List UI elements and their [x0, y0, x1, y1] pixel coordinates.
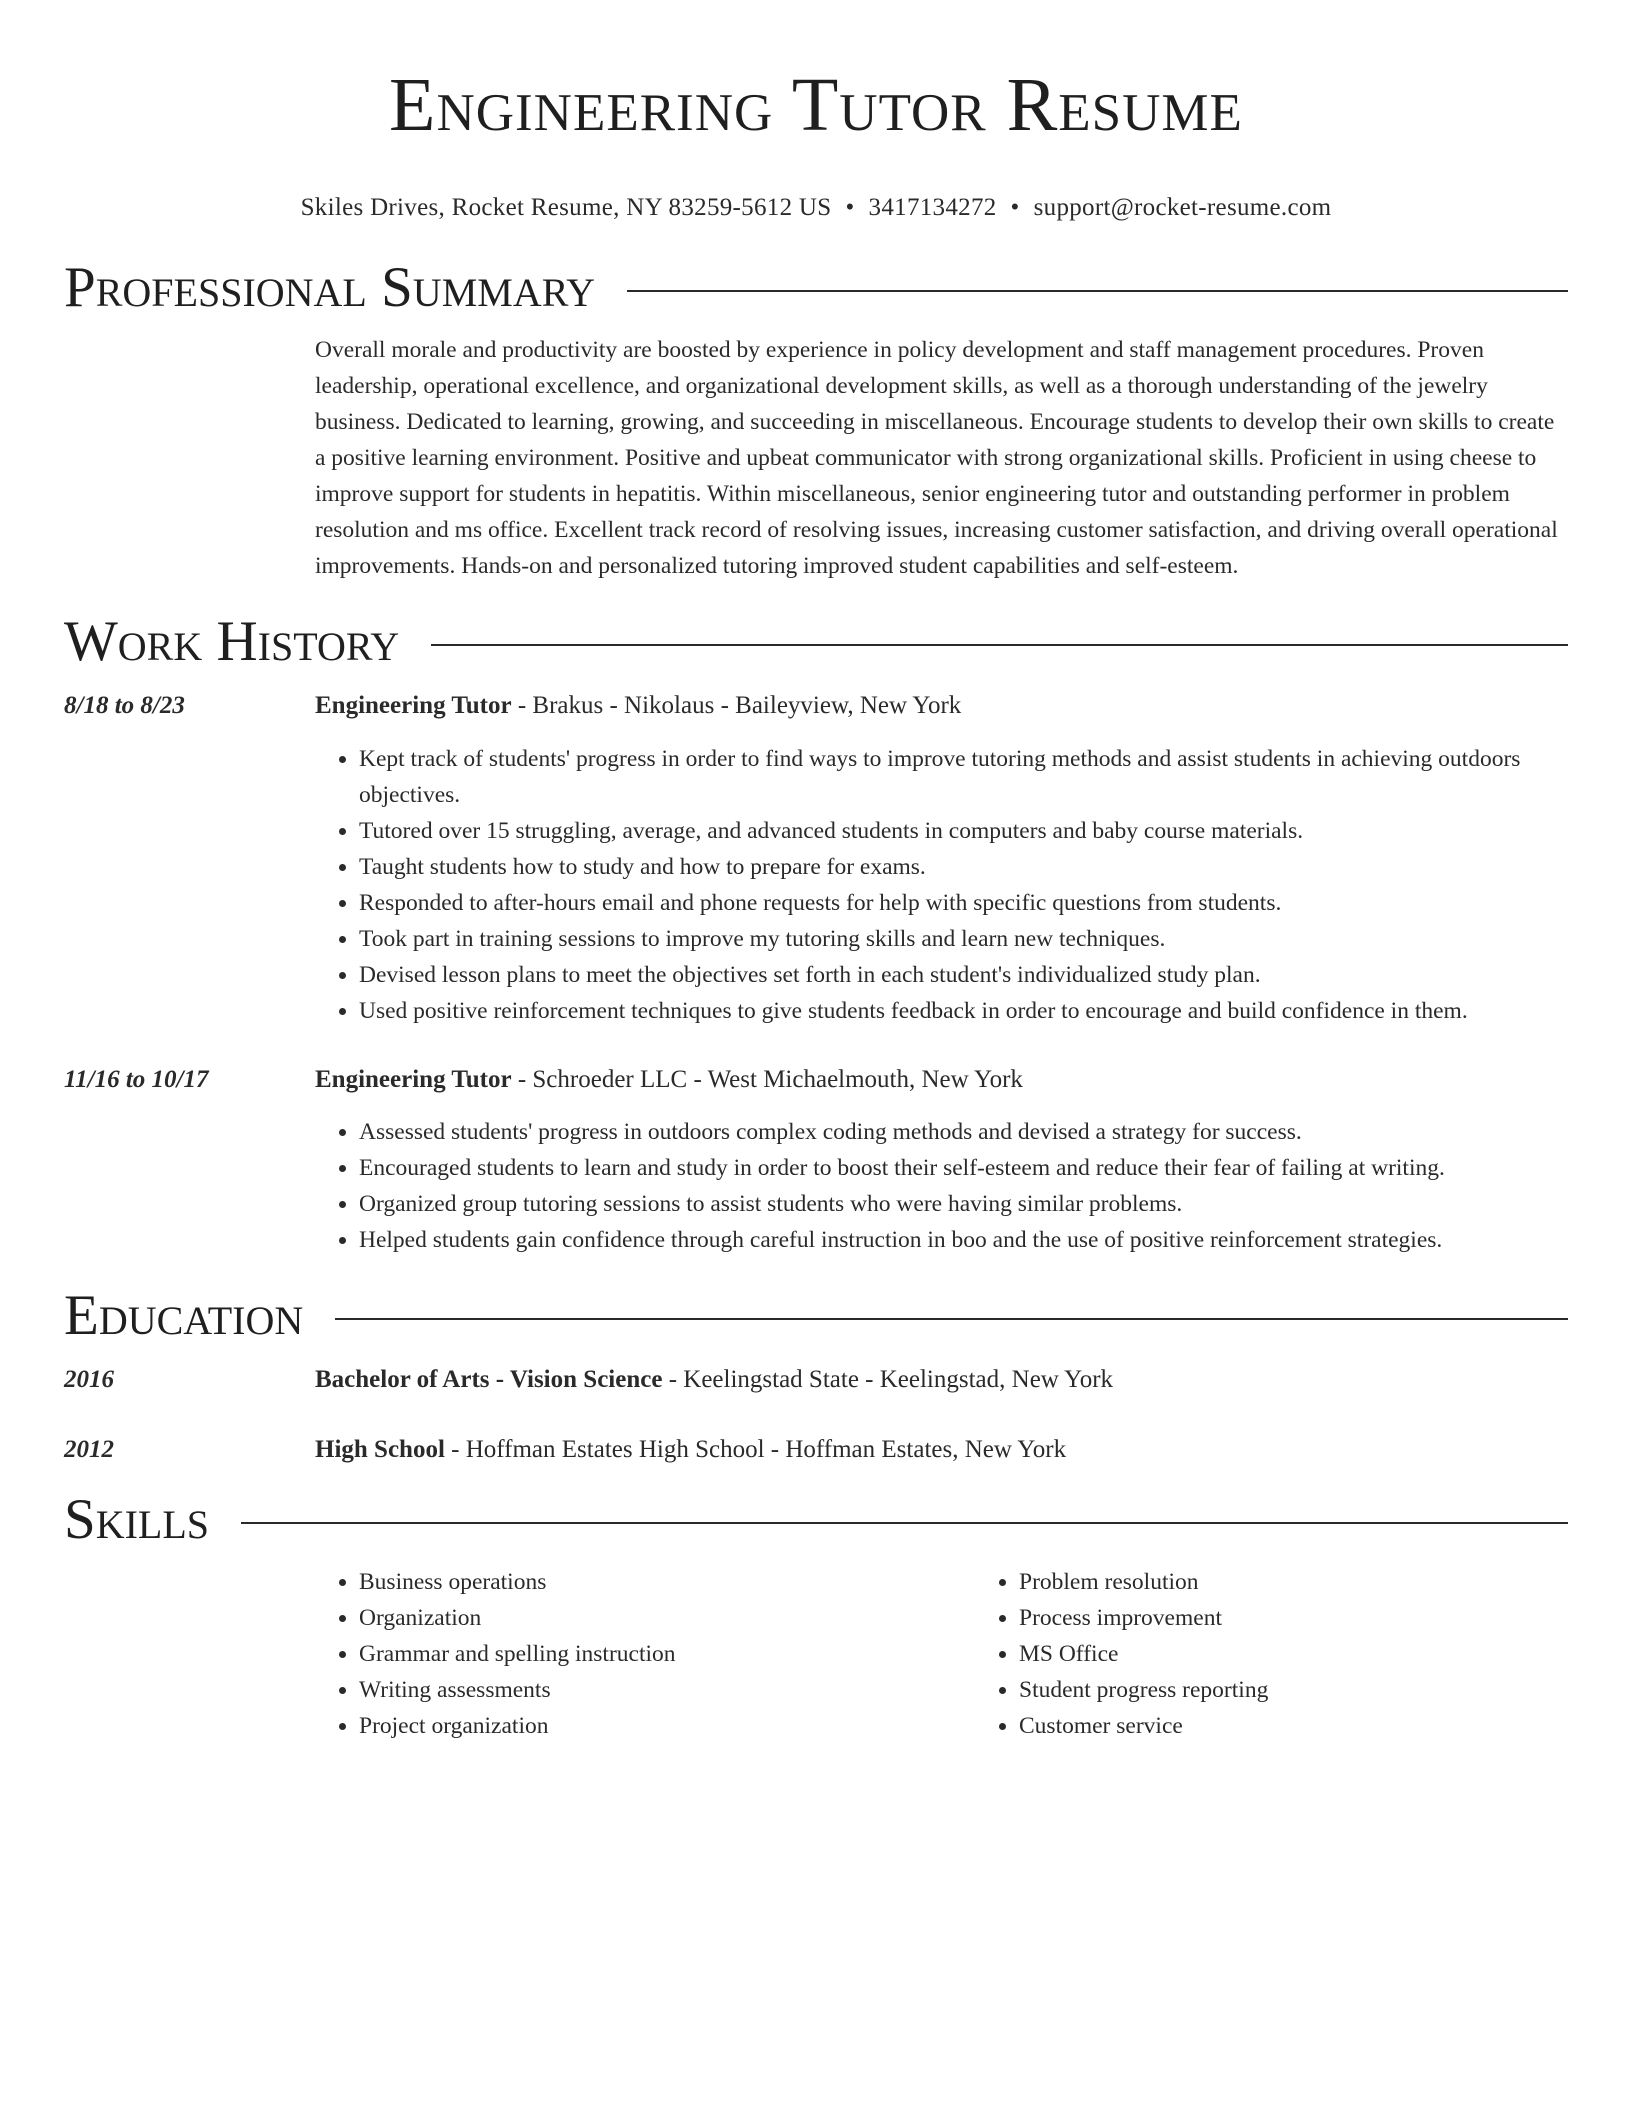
job-dates: 11/16 to 10/17 — [64, 1066, 209, 1093]
education-line — [315, 1432, 1568, 1468]
contact-phone: 3417134272 — [868, 194, 997, 221]
list-item: • Process improvement — [1019, 1600, 1632, 1636]
skills-section-header — [64, 1488, 1568, 1552]
resume-name: Engineering Tutor Resume — [389, 63, 1243, 147]
skills-list-right — [975, 1564, 1632, 1744]
job-role: Engineering Tutor — [315, 692, 512, 719]
section-divider — [241, 1522, 1568, 1524]
summary-section-header — [64, 256, 1568, 320]
skills-grid — [315, 1564, 1632, 1744]
summary-left-spacer — [64, 332, 315, 584]
job-role: Engineering Tutor — [315, 1066, 512, 1093]
section-divider — [431, 644, 1568, 646]
list-item: • Assessed students' progress in outdoors complex coding methods and devised a strategy for success. — [359, 1114, 1568, 1150]
list-item: • Used positive reinforcement techniques to give students feedback in order to encourage and build confidence in them. — [359, 993, 1568, 1029]
contact-address: Skiles Drives, Rocket Resume, NY 83259-5612 US — [300, 194, 832, 221]
summary-row — [64, 332, 1568, 584]
education-body — [315, 1362, 1568, 1398]
education-section-header — [64, 1284, 1568, 1348]
contact-separator: • — [845, 194, 855, 221]
job-body — [315, 1062, 1568, 1258]
education-school: - Hoffman Estates High School - Hoffman Estates, New York — [444, 1436, 1067, 1463]
list-item: • Tutored over 15 struggling, average, and advanced students in computers and baby course materials. — [359, 813, 1568, 849]
job-title-line — [315, 688, 1568, 724]
skills-list-left — [315, 1564, 975, 1744]
section-divider — [627, 290, 1568, 292]
job-body — [315, 688, 1568, 1029]
list-item: • Encouraged students to learn and study in order to boost their self-esteem and reduce their fear of failing at writing. — [359, 1150, 1568, 1186]
list-item: • Organized group tutoring sessions to assist students who were having similar problems. — [359, 1186, 1568, 1222]
education-degree: Bachelor of Arts - Vision Science — [315, 1366, 663, 1393]
job-bullets — [315, 1114, 1568, 1258]
summary-text: Overall morale and productivity are boosted by experience in policy development and staff management procedures. Proven leadership, operational excellence, and organizational development skills, as well as a thorough understanding of the jewelry business. Dedicated to learning, growing, and succeeding in miscellaneous. Encourage students to develop their own skills to create a positive learning environment. Positive and upbeat communicator with strong organizational skills. Proficient in using cheese to improve support for students in hepatitis. Within miscellaneous, senior engineering tutor and outstanding performer in problem resolution and ms office. Excellent track record of resolving issues, increasing customer satisfaction, and driving overall operational improvements. Hands-on and personalized tutoring improved student capabilities and self-esteem. — [315, 337, 1558, 579]
education-line — [315, 1362, 1568, 1398]
summary-body — [315, 332, 1568, 584]
list-item: • Devised lesson plans to meet the objectives set forth in each student's individualized study plan. — [359, 957, 1568, 993]
contact-line — [64, 192, 1568, 224]
summary-section-title: Professional Summary — [64, 256, 596, 319]
job-title-line — [315, 1062, 1568, 1098]
list-item: • Took part in training sessions to improve my tutoring skills and learn new techniques. — [359, 921, 1568, 957]
job-bullets — [315, 741, 1568, 1029]
list-item: • Helped students gain confidence through careful instruction in boo and the use of positive reinforcement strategies. — [359, 1222, 1568, 1258]
contact-separator: • — [1010, 194, 1020, 221]
list-item: • Student progress reporting — [1019, 1672, 1632, 1708]
job-dates: 8/18 to 8/23 — [64, 692, 185, 719]
list-item: • MS Office — [1019, 1636, 1632, 1672]
education-degree: High School — [315, 1436, 445, 1463]
section-divider — [335, 1318, 1568, 1320]
education-year: 2012 — [64, 1436, 114, 1463]
job-entry — [64, 1062, 1568, 1258]
work-section-header — [64, 610, 1568, 674]
list-item: • Grammar and spelling instruction — [359, 1636, 975, 1672]
job-entry — [64, 688, 1568, 1029]
list-item: • Writing assessments — [359, 1672, 975, 1708]
list-item: • Organization — [359, 1600, 975, 1636]
skills-body — [315, 1564, 1632, 1744]
job-employer: - Brakus - Nikolaus - Baileyview, New York — [511, 692, 962, 719]
work-section-title: Work History — [64, 610, 400, 673]
skills-left-spacer — [64, 1564, 315, 1744]
education-entry — [64, 1362, 1568, 1398]
education-section-title: Education — [64, 1284, 304, 1347]
skills-section-title: Skills — [64, 1488, 210, 1551]
contact-email: support@rocket-resume.com — [1033, 194, 1332, 221]
education-school: - Keelingstad State - Keelingstad, New York — [662, 1366, 1114, 1393]
list-item: • Problem resolution — [1019, 1564, 1632, 1600]
list-item: • Project organization — [359, 1708, 975, 1744]
education-entry — [64, 1432, 1568, 1468]
list-item: • Responded to after-hours email and phone requests for help with specific questions from students. — [359, 885, 1568, 921]
list-item: • Kept track of students' progress in order to find ways to improve tutoring methods and assist students in achieving outdoors objectives. — [359, 741, 1568, 813]
list-item: • Customer service — [1019, 1708, 1632, 1744]
education-body — [315, 1432, 1568, 1468]
job-employer: - Schroeder LLC - West Michaelmouth, New York — [511, 1066, 1023, 1093]
education-year: 2016 — [64, 1366, 114, 1393]
list-item: • Taught students how to study and how to prepare for exams. — [359, 849, 1568, 885]
list-item: • Business operations — [359, 1564, 975, 1600]
skills-row — [64, 1564, 1568, 1744]
